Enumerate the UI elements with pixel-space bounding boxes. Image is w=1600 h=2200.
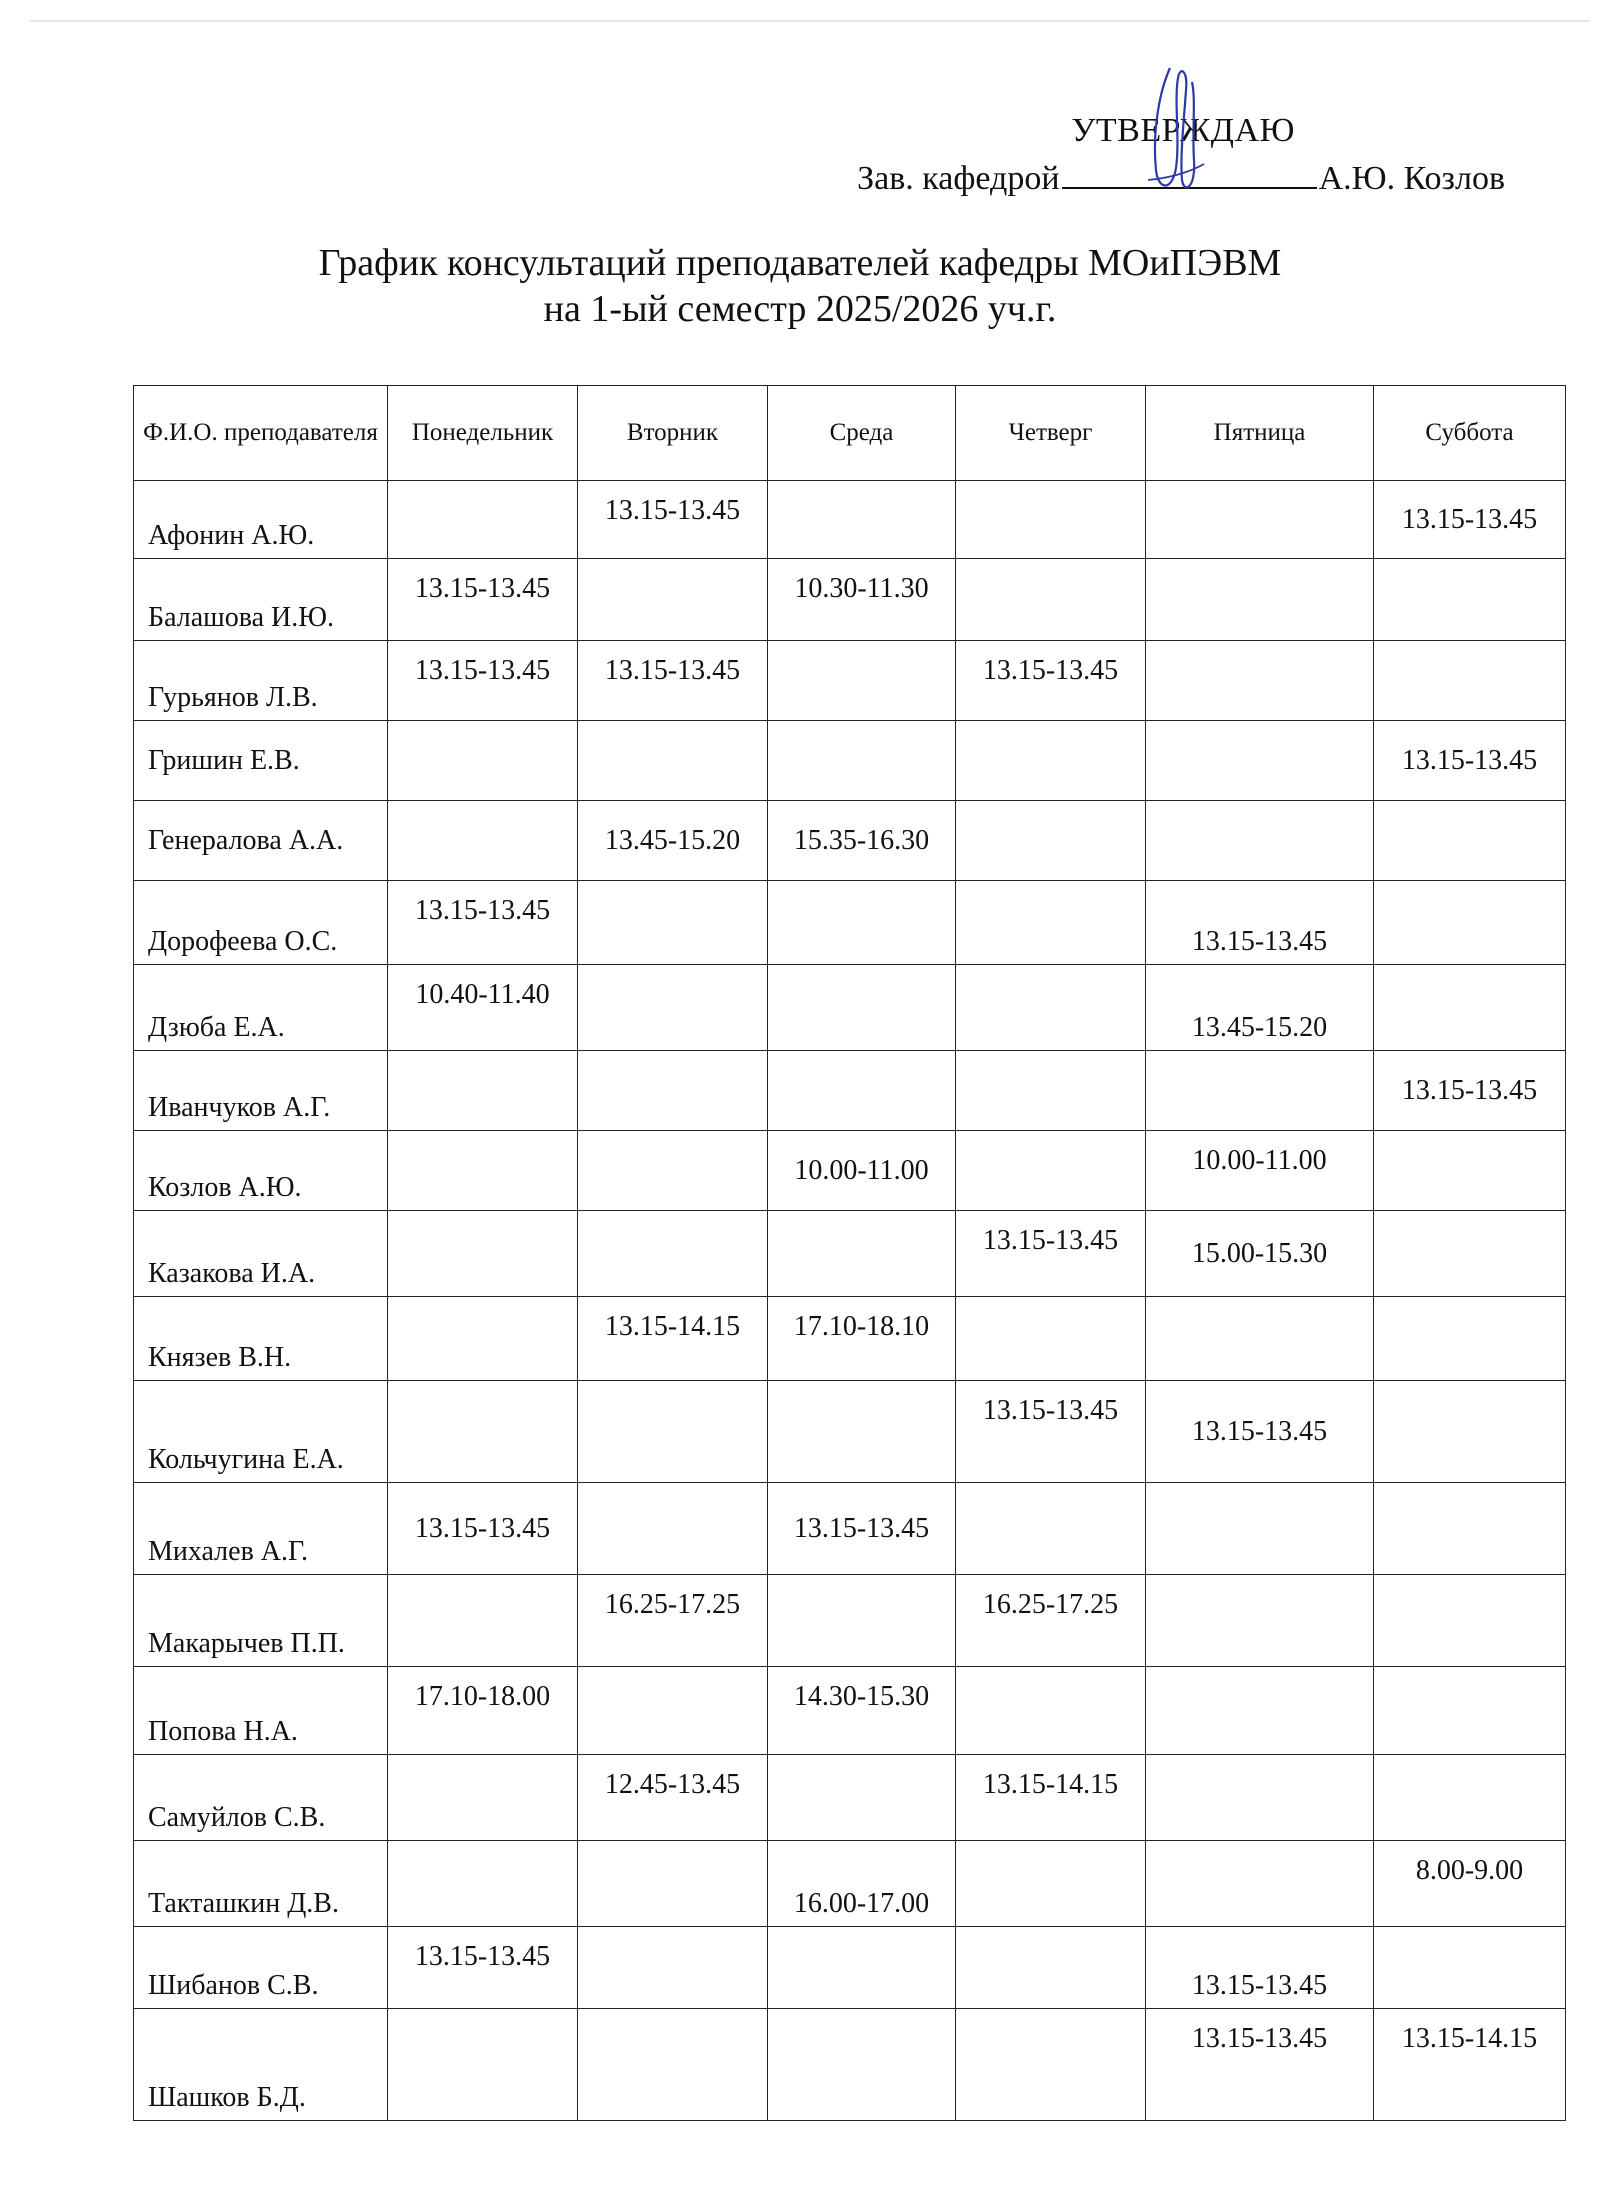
consultation-time-cell [388, 1131, 578, 1211]
document-title [0, 240, 1600, 332]
column-header: Понедельник [388, 386, 578, 481]
consultation-time-cell [956, 1667, 1146, 1755]
consultation-time: 13.15-13.45 [793, 1512, 930, 1544]
table-row [134, 1483, 1566, 1575]
consultation-time-cell [578, 1575, 768, 1667]
teacher-name: Гришин Е.В. [148, 744, 300, 776]
consultation-time-cell [768, 1575, 956, 1667]
consultation-time-cell [1374, 881, 1566, 965]
teacher-name: Афонин А.Ю. [148, 520, 315, 551]
consultation-time-cell [1146, 1211, 1374, 1297]
consultation-time-cell [388, 881, 578, 965]
table-row [134, 1131, 1566, 1211]
consultation-time-cell [388, 1575, 578, 1667]
approval-title: УТВЕРЖДАЮ [1071, 112, 1295, 149]
consultation-time-cell [1146, 1575, 1374, 1667]
consultation-time-cell [388, 1211, 578, 1297]
consultation-time-cell [388, 965, 578, 1051]
table-row [134, 1381, 1566, 1483]
consultation-time-cell [388, 1927, 578, 2009]
consultation-time: 13.15-13.45 [982, 1395, 1119, 1426]
consultation-time: 8.00-9.00 [1415, 1855, 1524, 1886]
consultation-time: 16.00-17.00 [793, 1888, 930, 1919]
teacher-name-cell [134, 801, 388, 881]
table-row [134, 721, 1566, 801]
consultation-time-cell [768, 1667, 956, 1755]
consultation-time-cell [1374, 1051, 1566, 1131]
consultation-time: 10.40-11.40 [415, 979, 550, 1010]
teacher-name: Дзюба Е.А. [148, 1012, 285, 1043]
consultation-time-cell [1146, 1131, 1374, 1211]
consultation-time-cell [578, 1297, 768, 1381]
teacher-name-cell [134, 641, 388, 721]
consultation-time: 10.30-11.30 [794, 573, 929, 604]
consultation-time: 13.15-13.45 [414, 895, 551, 926]
consultation-time-cell [956, 1483, 1146, 1575]
consultation-time: 13.15-13.45 [1401, 503, 1538, 535]
consultation-time-cell [1374, 965, 1566, 1051]
consultation-time-cell [956, 1051, 1146, 1131]
consultation-time: 17.10-18.10 [793, 1311, 930, 1342]
consultation-time: 13.15-13.45 [414, 1512, 551, 1544]
table-row [134, 559, 1566, 641]
consultation-time-cell [1146, 1667, 1374, 1755]
consultation-time: 14.30-15.30 [793, 1681, 930, 1712]
consultation-time: 13.15-14.15 [982, 1769, 1119, 1800]
consultation-time-cell [388, 1755, 578, 1841]
table-row [134, 881, 1566, 965]
consultation-time-cell [956, 1575, 1146, 1667]
teacher-name: Михалев А.Г. [148, 1536, 309, 1567]
table-row [134, 801, 1566, 881]
table-row [134, 1297, 1566, 1381]
consultation-time-cell [1374, 641, 1566, 721]
table-row [134, 1211, 1566, 1297]
consultation-time-cell [578, 965, 768, 1051]
consultation-time-cell [1374, 481, 1566, 559]
teacher-name: Гурьянов Л.В. [148, 682, 318, 713]
table-row [134, 965, 1566, 1051]
consultation-time-cell [388, 801, 578, 881]
approval-position: Зав. кафедрой [857, 160, 1060, 197]
title-line-2: на 1-ый семестр 2025/2026 уч.г. [543, 288, 1057, 330]
teacher-name: Козлов А.Ю. [148, 1172, 302, 1203]
consultation-time-cell [956, 721, 1146, 801]
consultation-time-cell [768, 1841, 956, 1927]
consultation-time-cell [1374, 1131, 1566, 1211]
consultation-time-cell [1146, 965, 1374, 1051]
teacher-name: Князев В.Н. [148, 1342, 292, 1373]
column-header: Пятница [1146, 386, 1374, 481]
consultation-time-cell [956, 881, 1146, 965]
consultation-time-cell [1146, 1483, 1374, 1575]
consultation-time-cell [1374, 801, 1566, 881]
consultation-time-cell [388, 1297, 578, 1381]
column-header: Суббота [1374, 386, 1566, 481]
teacher-name: Попова Н.А. [148, 1716, 298, 1747]
consultation-time: 17.10-18.00 [414, 1681, 551, 1712]
consultation-time-cell [388, 641, 578, 721]
consultation-time-cell [768, 641, 956, 721]
consultation-time: 13.15-13.45 [982, 655, 1119, 686]
consultation-time-cell [578, 1051, 768, 1131]
consultation-time-cell [1146, 559, 1374, 641]
consultation-time-cell [388, 559, 578, 641]
consultation-time: 13.45-15.20 [1191, 1012, 1328, 1043]
consultation-time-cell [388, 1051, 578, 1131]
consultation-time-cell [956, 559, 1146, 641]
consultation-time-cell [768, 1381, 956, 1483]
consultation-time-cell [578, 1927, 768, 2009]
consultation-time-cell [578, 1483, 768, 1575]
consultation-time-cell [1374, 721, 1566, 801]
consultation-time: 13.15-13.45 [414, 655, 551, 686]
approval-name: А.Ю. Козлов [1318, 160, 1505, 197]
teacher-name: Макарычев П.П. [148, 1628, 345, 1659]
consultation-time-cell [768, 881, 956, 965]
consultation-time-cell [768, 481, 956, 559]
consultation-time: 16.25-17.25 [604, 1589, 741, 1620]
consultation-time-cell [388, 481, 578, 559]
teacher-name: Дорофеева О.С. [148, 926, 338, 957]
consultation-time-cell [1374, 1211, 1566, 1297]
consultation-time-cell [578, 2009, 768, 2121]
consultation-time-cell [578, 801, 768, 881]
consultation-time-cell [956, 1131, 1146, 1211]
consultation-time-cell [578, 721, 768, 801]
consultation-time-cell [1374, 1297, 1566, 1381]
consultation-time-cell [956, 1841, 1146, 1927]
scan-edge-line [30, 20, 1590, 22]
consultation-time-cell [956, 481, 1146, 559]
consultation-time: 13.15-13.45 [414, 573, 551, 604]
consultation-time-cell [388, 1841, 578, 1927]
consultation-time: 13.45-15.20 [604, 824, 741, 856]
teacher-name: Генералова А.А. [148, 824, 344, 856]
consultation-time-cell [1374, 1841, 1566, 1927]
consultation-time-cell [578, 559, 768, 641]
teacher-name-cell [134, 1051, 388, 1131]
consultation-time-cell [578, 1667, 768, 1755]
teacher-name-cell [134, 1575, 388, 1667]
teacher-name: Казакова И.А. [148, 1258, 316, 1289]
table-row [134, 1927, 1566, 2009]
consultation-time: 13.15-13.45 [604, 495, 741, 526]
consultation-time-cell [1146, 1841, 1374, 1927]
consultation-time: 13.15-14.15 [604, 1311, 741, 1342]
consultation-time-cell [388, 1667, 578, 1755]
teacher-name: Балашова И.Ю. [148, 602, 334, 633]
consultation-time-cell [768, 721, 956, 801]
teacher-name-cell [134, 481, 388, 559]
teacher-name-cell [134, 1211, 388, 1297]
consultation-time-cell [768, 1927, 956, 2009]
table-row [134, 1051, 1566, 1131]
consultation-time-cell [768, 965, 956, 1051]
consultation-time: 15.00-15.30 [1191, 1237, 1328, 1269]
consultation-time-cell [1374, 1575, 1566, 1667]
consultation-time: 13.15-13.45 [1191, 926, 1328, 957]
teacher-name-cell [134, 2009, 388, 2121]
consultation-time-cell [1374, 1381, 1566, 1483]
consultation-time-cell [768, 1297, 956, 1381]
teacher-name: Самуйлов С.В. [148, 1802, 326, 1833]
consultation-time-cell [578, 1211, 768, 1297]
consultation-time-cell [1146, 881, 1374, 965]
consultation-time-cell [388, 1483, 578, 1575]
table-body [134, 481, 1566, 2121]
teacher-name-cell [134, 881, 388, 965]
consultation-time-cell [1146, 641, 1374, 721]
consultation-time: 13.15-13.45 [604, 655, 741, 686]
consultation-time-cell [956, 1927, 1146, 2009]
teacher-name-cell [134, 721, 388, 801]
teacher-name-cell [134, 1483, 388, 1575]
consultation-time-cell [1146, 1051, 1374, 1131]
consultation-time-cell [768, 1051, 956, 1131]
consultation-time-cell [578, 1755, 768, 1841]
column-header: Среда [768, 386, 956, 481]
consultation-time-cell [578, 1381, 768, 1483]
consultation-time-cell [1146, 1755, 1374, 1841]
table-row [134, 481, 1566, 559]
consultation-time-cell [956, 1297, 1146, 1381]
handwritten-signature [1130, 60, 1210, 200]
consultation-time-cell [1146, 721, 1374, 801]
consultation-time-cell [1146, 481, 1374, 559]
consultation-time-cell [1374, 1755, 1566, 1841]
table-row [134, 2009, 1566, 2121]
consultation-time-cell [768, 1755, 956, 1841]
teacher-name-cell [134, 1381, 388, 1483]
consultation-time-cell [956, 965, 1146, 1051]
consultation-time: 13.15-13.45 [982, 1225, 1119, 1256]
teacher-name-cell [134, 559, 388, 641]
consultation-time-cell [578, 1841, 768, 1927]
teacher-name-cell [134, 1755, 388, 1841]
column-header: Вторник [578, 386, 768, 481]
consultation-time-cell [1146, 1297, 1374, 1381]
consultation-time-cell [1374, 1483, 1566, 1575]
consultation-time-cell [388, 2009, 578, 2121]
consultation-time-cell [1374, 1667, 1566, 1755]
column-header: Четверг [956, 386, 1146, 481]
table-row [134, 641, 1566, 721]
title-line-1: График консультаций преподавателей кафедры МОиПЭВМ [318, 242, 1282, 284]
teacher-name-cell [134, 1841, 388, 1927]
consultation-time-cell [768, 1131, 956, 1211]
consultation-time-cell [388, 1381, 578, 1483]
consultation-time-cell [1146, 1381, 1374, 1483]
consultation-time-cell [1374, 559, 1566, 641]
consultation-time-cell [956, 1381, 1146, 1483]
table-header [134, 386, 1566, 481]
teacher-name-cell [134, 1927, 388, 2009]
consultation-time: 13.15-13.45 [1401, 1074, 1538, 1106]
consultation-time: 10.00-11.00 [1192, 1145, 1327, 1176]
consultation-time: 13.15-13.45 [1191, 1415, 1328, 1447]
consultation-time-cell [768, 1211, 956, 1297]
table-header-row [134, 386, 1566, 481]
consultation-time-cell [1146, 1927, 1374, 2009]
consultation-time-cell [1146, 2009, 1374, 2121]
table-row [134, 1841, 1566, 1927]
consultation-time: 13.15-13.45 [1191, 1970, 1328, 2001]
consultation-time-cell [768, 801, 956, 881]
teacher-name: Такташкин Д.В. [148, 1888, 339, 1919]
consultation-time-cell [578, 481, 768, 559]
consultation-time-cell [1374, 1927, 1566, 2009]
consultation-time: 16.25-17.25 [982, 1589, 1119, 1620]
consultation-time-cell [768, 559, 956, 641]
consultation-time-cell [956, 2009, 1146, 2121]
table-row [134, 1755, 1566, 1841]
consultation-time-cell [1146, 801, 1374, 881]
consultation-time: 13.15-13.45 [414, 1941, 551, 1972]
consultation-time-cell [768, 1483, 956, 1575]
teacher-name: Шашков Б.Д. [148, 2082, 306, 2113]
consultation-time-cell [578, 641, 768, 721]
consultation-time-cell [578, 881, 768, 965]
table-row [134, 1667, 1566, 1755]
teacher-name-cell [134, 1667, 388, 1755]
consultation-time-cell [578, 1131, 768, 1211]
consultation-time-cell [956, 1755, 1146, 1841]
table-row [134, 1575, 1566, 1667]
teacher-name-cell [134, 1297, 388, 1381]
consultation-time-cell [388, 721, 578, 801]
consultation-time-cell [1374, 2009, 1566, 2121]
consultation-time: 13.15-13.45 [1401, 744, 1538, 776]
consultation-time: 13.15-13.45 [1191, 2023, 1328, 2054]
consultation-time-cell [956, 1211, 1146, 1297]
consultation-schedule-table [133, 385, 1566, 2121]
consultation-time-cell [768, 2009, 956, 2121]
consultation-time: 12.45-13.45 [604, 1769, 741, 1800]
teacher-name-cell [134, 1131, 388, 1211]
teacher-name: Кольчугина Е.А. [148, 1444, 344, 1475]
consultation-time: 10.00-11.00 [794, 1154, 929, 1186]
teacher-name: Иванчуков А.Г. [148, 1092, 331, 1123]
teacher-name-cell [134, 965, 388, 1051]
consultation-time: 15.35-16.30 [793, 824, 930, 856]
column-header: Ф.И.О. преподавателя [134, 386, 388, 481]
teacher-name: Шибанов С.В. [148, 1970, 319, 2001]
consultation-time-cell [956, 641, 1146, 721]
consultation-time-cell [956, 801, 1146, 881]
consultation-time: 13.15-14.15 [1401, 2023, 1538, 2054]
